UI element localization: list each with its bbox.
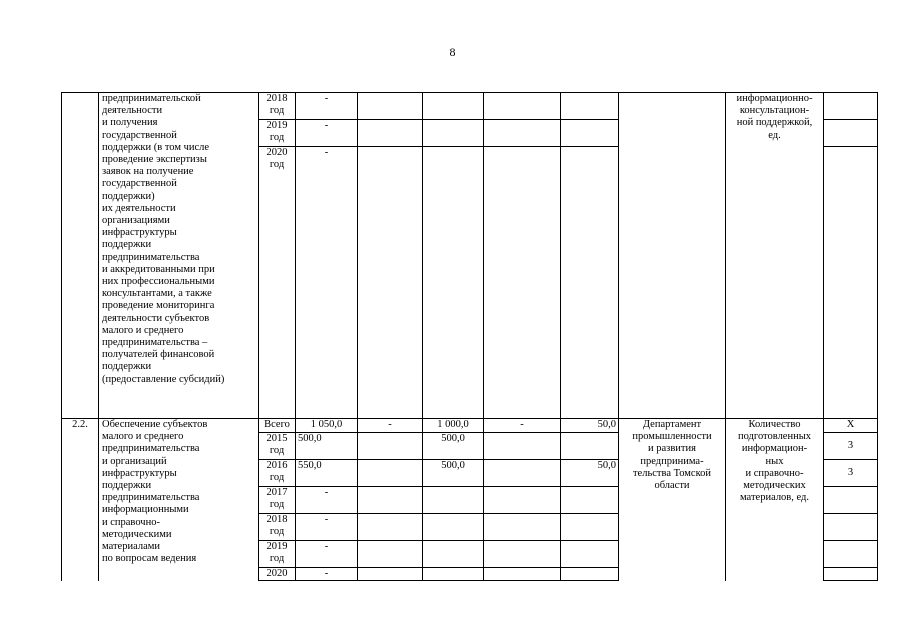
federal-value: - bbox=[358, 419, 423, 433]
local-value bbox=[484, 433, 561, 460]
total-value: - bbox=[296, 93, 358, 120]
regional-value bbox=[423, 514, 484, 541]
federal-value bbox=[358, 147, 423, 419]
other-value bbox=[561, 433, 619, 460]
executor: Департамент промышленности и развития предпринима- тельства Томской области bbox=[619, 419, 726, 581]
federal-value bbox=[358, 433, 423, 460]
year-cell: 2019 год bbox=[259, 120, 296, 147]
total-value: 500,0 bbox=[296, 433, 358, 460]
target-value bbox=[824, 541, 878, 568]
year-cell: 2020 год bbox=[259, 147, 296, 419]
federal-value bbox=[358, 120, 423, 147]
target-value: 3 bbox=[824, 433, 878, 460]
indicator: Количество подготовленных информацион- ных и справочно- методических материалов, ед. bbox=[726, 419, 824, 581]
other-value bbox=[561, 147, 619, 419]
federal-value bbox=[358, 460, 423, 487]
other-value bbox=[561, 120, 619, 147]
local-value: - bbox=[484, 419, 561, 433]
other-value bbox=[561, 514, 619, 541]
page-number: 8 bbox=[449, 45, 456, 59]
target-value bbox=[824, 487, 878, 514]
target-value bbox=[824, 120, 878, 147]
regional-value bbox=[423, 568, 484, 581]
federal-value bbox=[358, 487, 423, 514]
local-value bbox=[484, 147, 561, 419]
year-cell: 2018 год bbox=[259, 93, 296, 120]
local-value bbox=[484, 93, 561, 120]
regional-value: 500,0 bbox=[423, 433, 484, 460]
year-cell: 2018 год bbox=[259, 514, 296, 541]
target-value: Х bbox=[824, 419, 878, 433]
executor bbox=[619, 93, 726, 419]
year-cell: 2020 bbox=[259, 568, 296, 581]
total-value: - bbox=[296, 120, 358, 147]
target-value bbox=[824, 514, 878, 541]
target-value bbox=[824, 568, 878, 581]
other-value bbox=[561, 568, 619, 581]
row-number bbox=[62, 93, 99, 419]
local-value bbox=[484, 120, 561, 147]
local-value bbox=[484, 514, 561, 541]
total-value: - bbox=[296, 147, 358, 419]
target-value bbox=[824, 147, 878, 419]
regional-value bbox=[423, 147, 484, 419]
local-value bbox=[484, 487, 561, 514]
other-value bbox=[561, 93, 619, 120]
year-cell: 2015 год bbox=[259, 433, 296, 460]
total-value: - bbox=[296, 514, 358, 541]
local-value bbox=[484, 541, 561, 568]
federal-value bbox=[358, 514, 423, 541]
measure-description: Обеспечение субъектов малого и среднего предпринимательства и организаций инфраструктуры поддержки предпринимательства информационными и справочно- методическими материалами по вопросам ведения bbox=[99, 419, 259, 581]
target-value: 3 bbox=[824, 460, 878, 487]
regional-value: 1 000,0 bbox=[423, 419, 484, 433]
regional-value bbox=[423, 93, 484, 120]
total-value: - bbox=[296, 487, 358, 514]
regional-value bbox=[423, 541, 484, 568]
row-number: 2.2. bbox=[62, 419, 99, 581]
total-value: 1 050,0 bbox=[296, 419, 358, 433]
year-cell: 2017 год bbox=[259, 487, 296, 514]
regional-value: 500,0 bbox=[423, 460, 484, 487]
local-value bbox=[484, 460, 561, 487]
federal-value bbox=[358, 93, 423, 120]
year-cell: 2019 год bbox=[259, 541, 296, 568]
measure-description: предпринимательской деятельности и получения государственной поддержки (в том числе проведение экспертизы заявок на получение государственной поддержки) их деятельности организациями инфраструктуры поддержки предпринимательства и аккредитованными при них профессиональными консультантами, а также проведение мониторинга деятельности субъектов малого и среднего предпринимательства – получателей финансовой поддержки (предоставление субсидий) bbox=[99, 93, 259, 419]
federal-value bbox=[358, 568, 423, 581]
other-value: 50,0 bbox=[561, 460, 619, 487]
indicator: информационно- консультацион- ной поддержкой, ед. bbox=[726, 93, 824, 419]
target-value bbox=[824, 93, 878, 120]
total-value: 550,0 bbox=[296, 460, 358, 487]
year-cell: Всего bbox=[259, 419, 296, 433]
other-value bbox=[561, 487, 619, 514]
regional-value bbox=[423, 487, 484, 514]
total-value: - bbox=[296, 541, 358, 568]
total-value: - bbox=[296, 568, 358, 581]
year-cell: 2016 год bbox=[259, 460, 296, 487]
federal-value bbox=[358, 541, 423, 568]
regional-value bbox=[423, 120, 484, 147]
program-table bbox=[61, 92, 878, 581]
other-value: 50,0 bbox=[561, 419, 619, 433]
local-value bbox=[484, 568, 561, 581]
other-value bbox=[561, 541, 619, 568]
